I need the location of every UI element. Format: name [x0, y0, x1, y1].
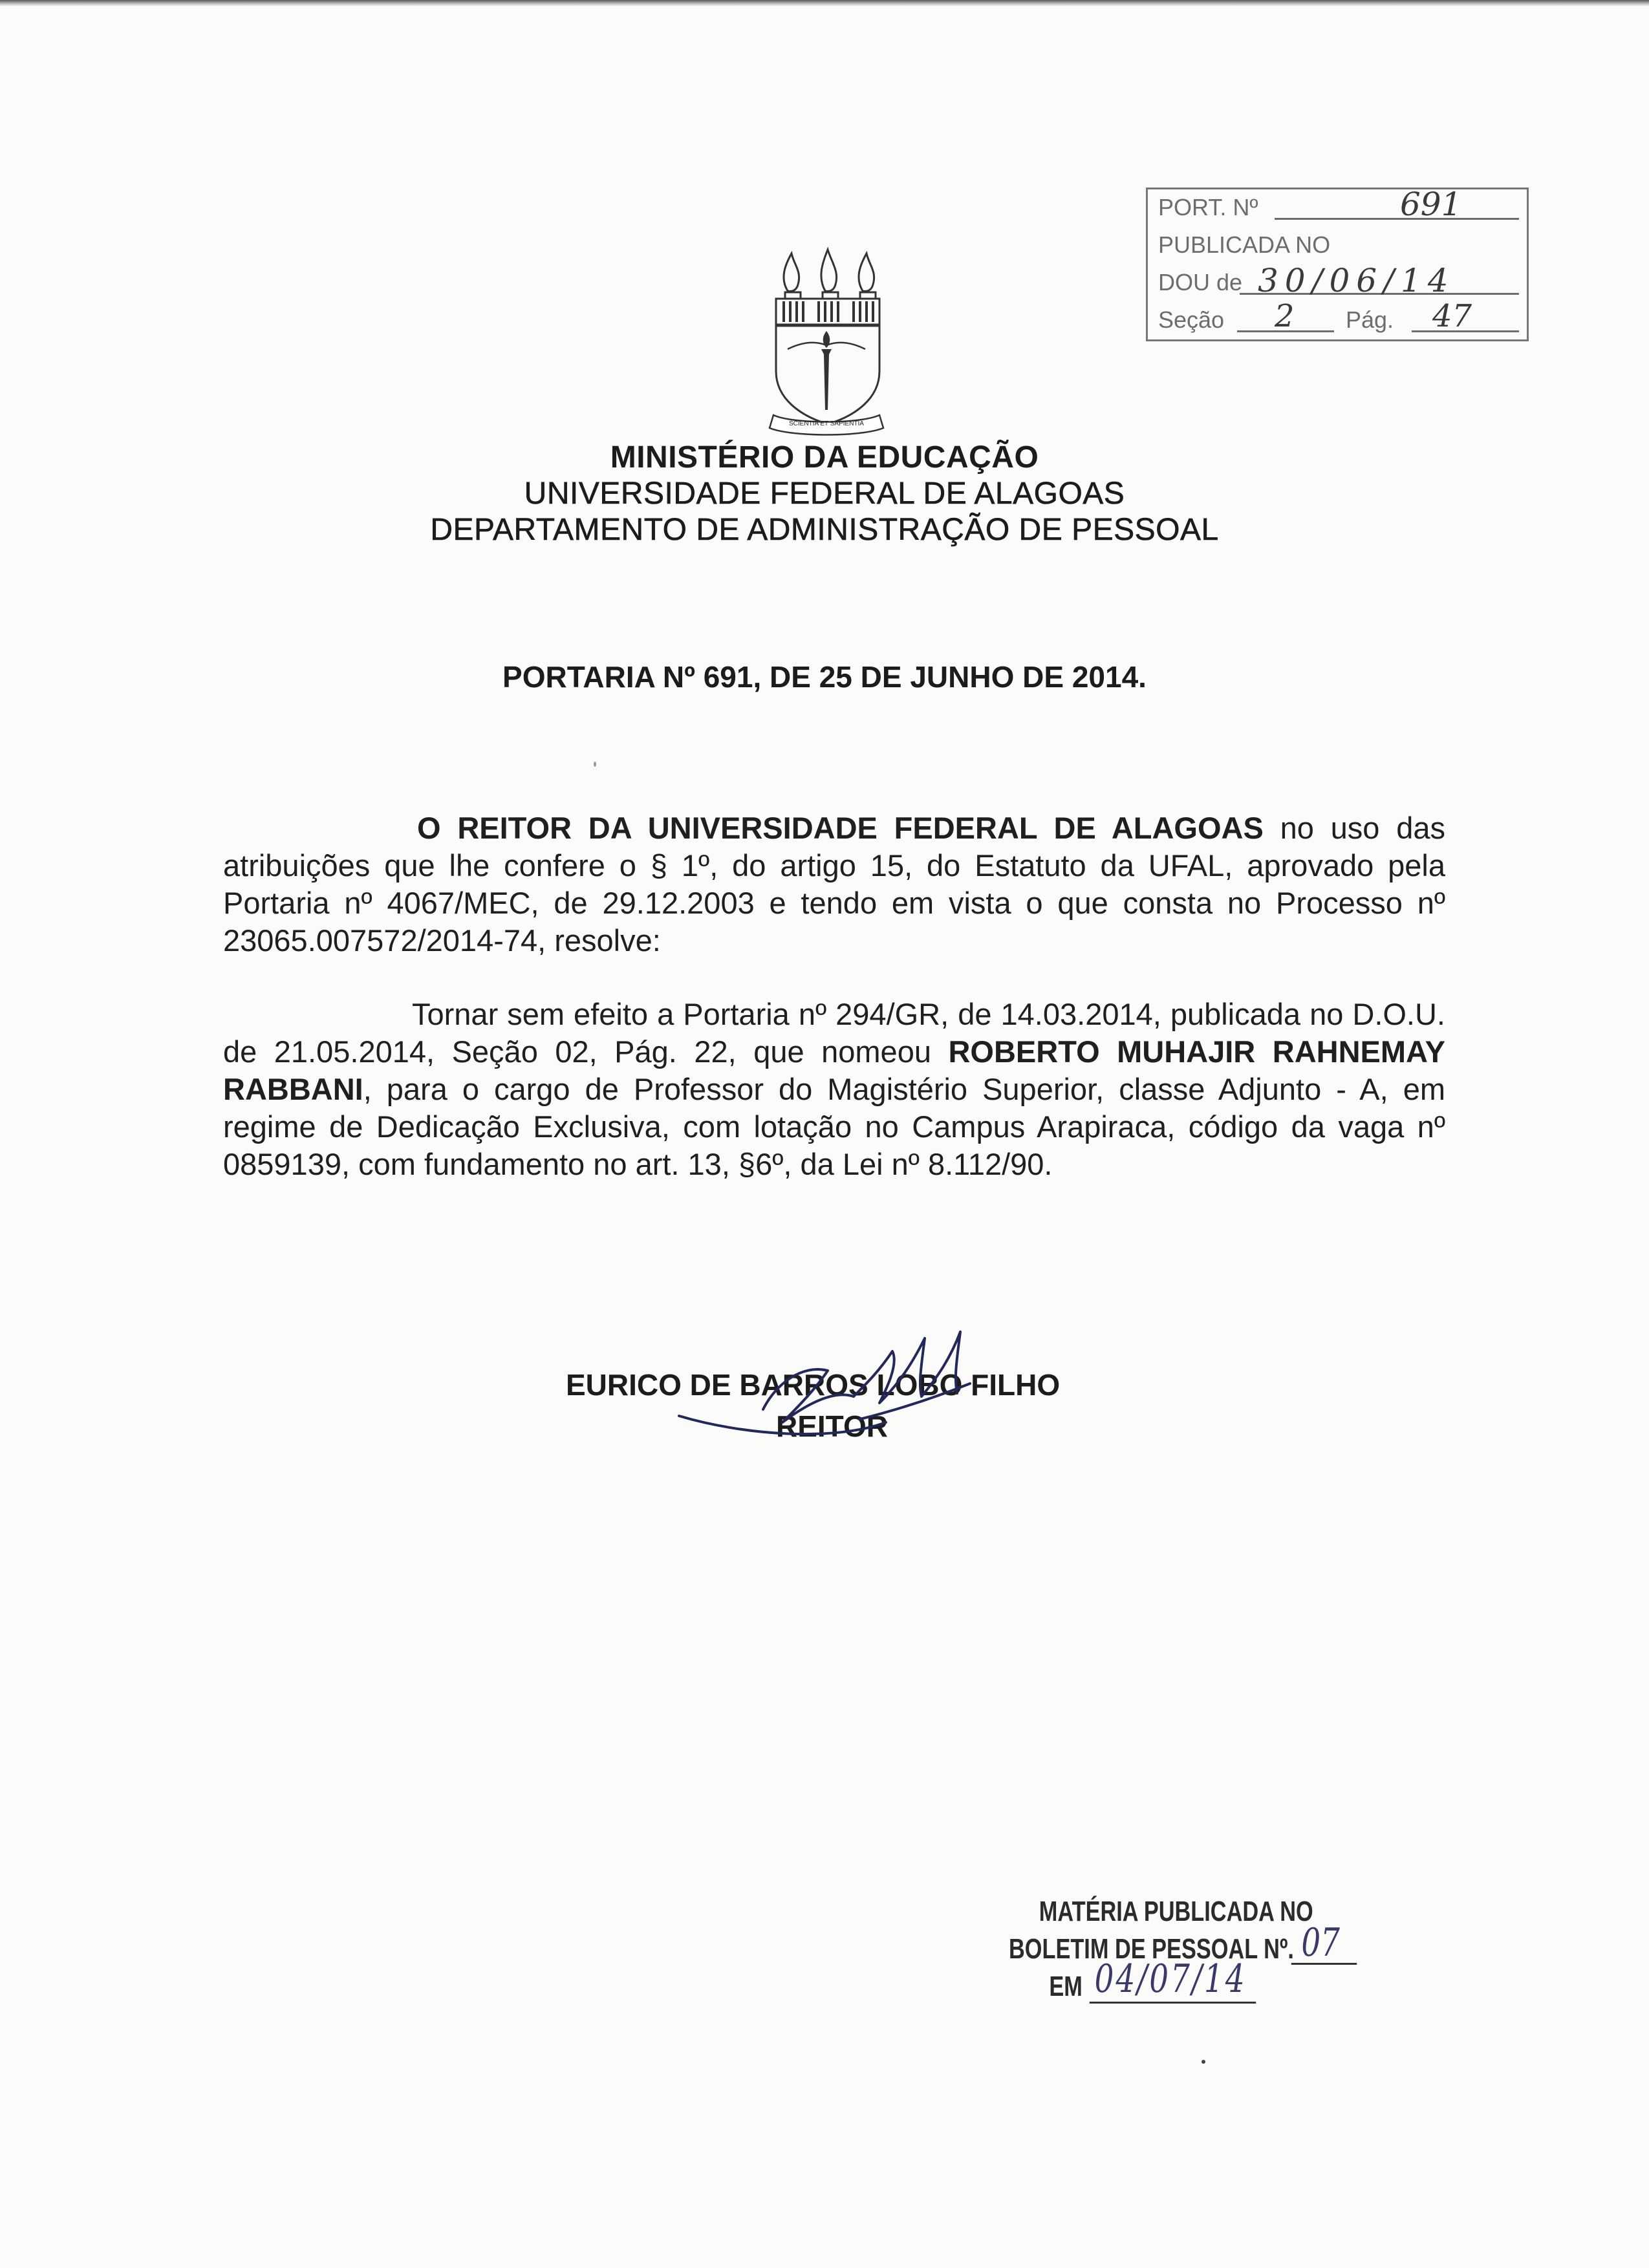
resolution-bold-name: ROBERTO MUHAJIR RAHNEMAY RABBANI	[223, 1034, 1445, 1106]
stamp-port-value: 691	[1400, 186, 1462, 223]
resolution-text-after: , para o cargo de Professor do Magistério Superior, classe Adjunto - A, em regime de Dedicação Exclusiva, com lotação no Campus Arapiraca, código da vaga nº 0859139, com fundamento no art. 13, §6º, da Lei nº 8.112/90.	[223, 1072, 1445, 1181]
header-ministry: MINISTÉRIO DA EDUCAÇÃO	[610, 440, 1039, 475]
bulletin-line3-label: EM	[1049, 1971, 1083, 2002]
document-header	[0, 440, 1649, 548]
stamp-port-line	[1275, 218, 1519, 220]
publication-stamp	[1146, 187, 1529, 341]
bulletin-line1: MATÉRIA PUBLICADA NO	[1039, 1896, 1313, 1927]
bulletin-line3-value: 04/07/14	[1094, 1956, 1247, 2002]
bulletin-stamp	[1009, 1893, 1340, 2022]
stamp-secao-label: Seção	[1158, 306, 1225, 333]
crest-motto: SCIENTIA ET SAPIENTIA	[789, 420, 864, 427]
scan-speck	[1202, 2060, 1205, 2064]
stamp-publicada-label: PUBLICADA NO	[1158, 231, 1331, 258]
ufal-coat-of-arms-icon	[762, 239, 891, 440]
stamp-pag-value: 47	[1432, 298, 1472, 334]
stamp-dou-value: 30/06/14	[1258, 262, 1455, 299]
signer-name: EURICO DE BARROS LOBO FILHO	[566, 1368, 1061, 1402]
stamp-dou-label: DOU de	[1158, 269, 1243, 295]
resolution-text-before: Tornar sem efeito a Portaria nº 294/GR, de 14.03.2014, publicada no D.O.U. de 21.05.2014, Seção 02, Pág. 22, que nomeou	[223, 997, 1445, 1069]
stamp-pag-label: Pág.	[1346, 306, 1394, 333]
document-title: PORTARIA Nº 691, DE 25 DE JUNHO DE 2014.	[502, 660, 1147, 694]
scan-edge	[0, 0, 1649, 6]
signer-role: REITOR	[776, 1409, 888, 1443]
bulletin-line2-label: BOLETIM DE PESSOAL Nº.	[1009, 1933, 1294, 1965]
paragraph-resolution	[223, 996, 1445, 1183]
paragraph-preamble	[223, 809, 1445, 959]
header-university: UNIVERSIDADE FEDERAL DE ALAGOAS	[524, 476, 1125, 511]
bulletin-line2-value: 07	[1301, 1920, 1340, 1965]
bulletin-line3-underline	[1090, 2002, 1256, 2004]
stamp-secao-value: 2	[1275, 298, 1295, 334]
handwritten-signature	[666, 1312, 1067, 1455]
stamp-port-label: PORT. Nº	[1158, 194, 1258, 220]
header-department: DEPARTAMENTO DE ADMINISTRAÇÃO DE PESSOAL	[430, 513, 1219, 547]
scan-speck	[594, 762, 596, 767]
preamble-text: no uso das atribuições que lhe confere o § 1º, do artigo 15, do Estatuto da UFAL, aprovado pela Portaria nº 4067/MEC, de 29.12.2003 e tendo em vista o que consta no Processo nº 23065.007572/2014-74, resolve:	[223, 811, 1445, 957]
preamble-bold-lead: O REITOR DA UNIVERSIDADE FEDERAL DE ALAGOAS	[417, 811, 1264, 845]
